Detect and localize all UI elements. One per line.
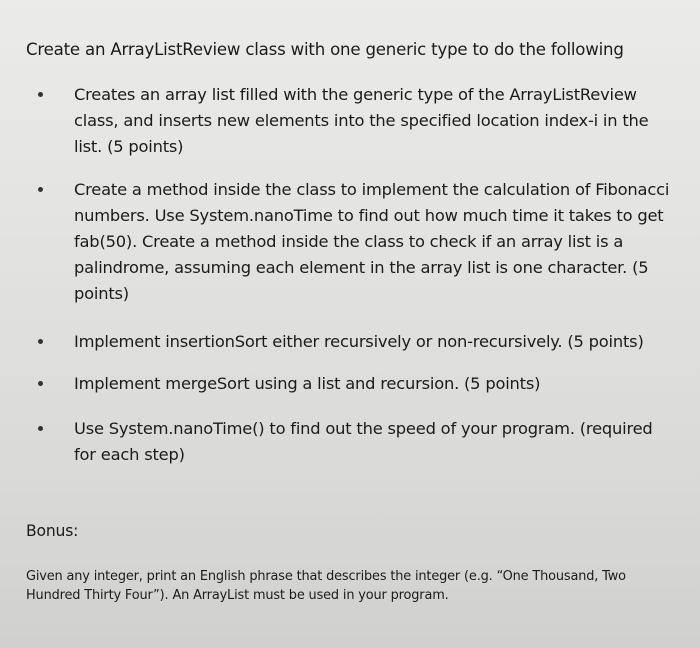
bonus-heading: Bonus: — [26, 522, 79, 540]
task-text: Create a method inside the class to implement the calculation of Fibonacci numbers. Use System.nanoTime to find out how much time it takes to get fab(50). Create a method inside the class to check if an array list is a palindrome, assuming each element in the array list is one character. (5 points) — [74, 180, 670, 303]
bullet-icon — [38, 426, 43, 431]
bonus-description: Given any integer, print an English phrase that describes the integer (e.g. “One Thousand, Two Hundred Thirty Four”). An ArrayList must be used in your program. — [26, 569, 626, 603]
task-item — [74, 177, 678, 307]
task-text: Use System.nanoTime() to find out the speed of your program. (required for each step) — [74, 419, 653, 464]
bullet-icon — [38, 187, 43, 192]
task-text: Implement mergeSort using a list and recursion. (5 points) — [74, 374, 541, 393]
task-text: Creates an array list filled with the generic type of the ArrayListReview class, and inserts new elements into the specified location index-i in the list. (5 points) — [74, 85, 649, 156]
task-text: Implement insertionSort either recursively or non-recursively. (5 points) — [74, 332, 644, 351]
assignment-intro: Create an ArrayListReview class with one generic type to do the following — [26, 40, 624, 59]
bullet-icon — [38, 339, 43, 344]
task-item — [74, 329, 678, 355]
bullet-icon — [38, 381, 43, 386]
bullet-icon — [38, 92, 43, 97]
task-item — [74, 82, 678, 160]
task-item — [74, 416, 678, 468]
task-item — [74, 371, 678, 397]
